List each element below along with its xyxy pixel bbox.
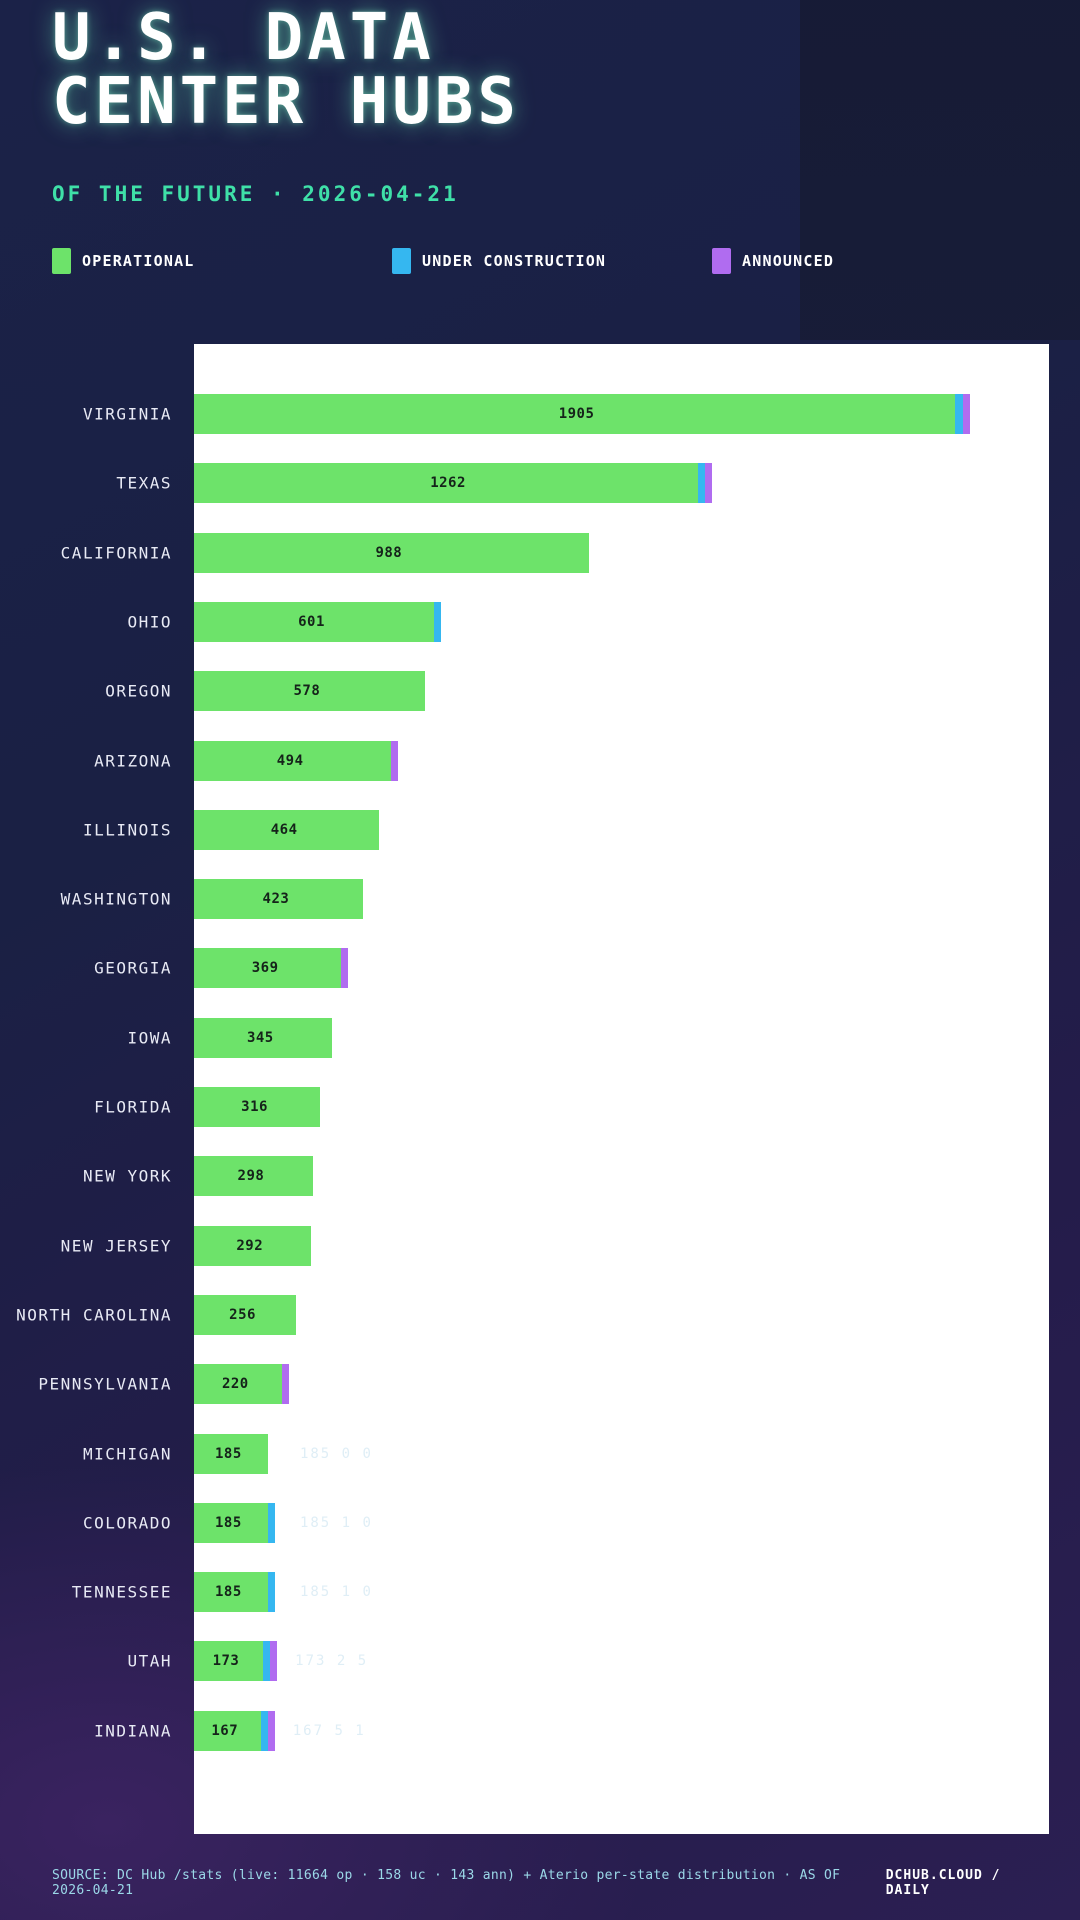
chart-bars: [16, 344, 1049, 1834]
chart-row: [127, 602, 1049, 642]
bar-trailing-label: 173 2 5: [295, 1653, 369, 1670]
y-axis-label: TENNESSEE: [71, 1582, 172, 1602]
legend-label: OPERATIONAL: [82, 252, 195, 270]
bar-trailing-label: 185 1 0: [299, 1584, 373, 1601]
chart-row: [82, 810, 1049, 850]
chart-row: [16, 1295, 1049, 1335]
bar-trailing-label: 185 0 0: [299, 1445, 373, 1462]
bar-segment-under-construction: [263, 1641, 270, 1681]
bar-value-label: 494: [276, 752, 304, 769]
bar-segment-announced: [705, 463, 712, 503]
chart-row: [60, 1226, 1049, 1266]
bar-segment-under-construction: [268, 1572, 275, 1612]
bar-segment-under-construction: [261, 1711, 268, 1751]
legend-swatch-icon: [712, 248, 731, 274]
legend-item-announced: [712, 248, 834, 274]
chart-row: [94, 1711, 1049, 1751]
chart-row: [82, 1503, 1049, 1543]
page-subtitle: OF THE FUTURE · 2026-04-21: [52, 182, 459, 206]
y-axis-label: WASHINGTON: [60, 889, 172, 909]
footer-brand: DCHUB.CLOUD / DAILY: [885, 1868, 1001, 1898]
bar-segment-under-construction: [268, 1503, 275, 1543]
y-axis-label: VIRGINIA: [82, 404, 172, 424]
bar-value-label: 173: [212, 1653, 240, 1670]
y-axis-label: NEW JERSEY: [60, 1236, 172, 1256]
legend-swatch-icon: [392, 248, 411, 274]
bar-trailing-label: 185 1 0: [299, 1514, 373, 1531]
footer-source: SOURCE: DC Hub /stats (live: 11664 op · 158 uc · 143 ann) + Aterio per-state distribution · AS OF 2026-04-21: [52, 1868, 841, 1898]
chart-row: [82, 1434, 1049, 1474]
legend-label: UNDER CONSTRUCTION: [422, 252, 607, 270]
y-axis-label: TEXAS: [116, 473, 172, 493]
y-axis-label: OREGON: [105, 681, 172, 701]
bar-value-label: 220: [221, 1376, 249, 1393]
title-line-2: CENTER HUBS: [52, 65, 520, 139]
bar-segment-announced: [963, 394, 970, 434]
bar-value-label: 256: [229, 1306, 256, 1323]
chart-row: [82, 1156, 1049, 1196]
chart-row: [71, 1572, 1049, 1612]
bar-value-label: 292: [236, 1237, 264, 1254]
chart-row: [116, 463, 1049, 503]
chart-row: [60, 533, 1049, 573]
chart-row: [94, 948, 1049, 988]
bar-segment-announced: [391, 741, 398, 781]
bar-value-label: 1905: [558, 406, 595, 422]
bar-value-label: 345: [246, 1029, 274, 1046]
chart-row: [38, 1364, 1049, 1404]
chart-row: [127, 1018, 1049, 1058]
bar-value-label: 298: [237, 1168, 265, 1185]
chart-row: [105, 671, 1049, 711]
y-axis-label: MICHIGAN: [82, 1444, 172, 1463]
header-dark-panel: [800, 0, 1080, 340]
bar-segment-under-construction: [698, 463, 705, 503]
bar-value-label: 185: [214, 1584, 242, 1601]
page-title: [52, 1, 520, 139]
legend-item-operational: [52, 248, 195, 274]
legend-label: ANNOUNCED: [742, 252, 835, 270]
bar-value-label: 185: [214, 1445, 242, 1462]
bar-segment-under-construction: [434, 602, 441, 642]
bar-value-label: 988: [375, 544, 403, 561]
chart-row: [82, 394, 1049, 434]
bar-segment-announced: [270, 1641, 277, 1681]
bar-segment-announced: [341, 948, 348, 988]
y-axis-label: NEW YORK: [82, 1166, 172, 1186]
chart-row: [94, 1087, 1049, 1127]
bar-value-label: 1262: [430, 475, 466, 492]
chart-row: [60, 879, 1049, 919]
bar-value-label: 423: [262, 891, 290, 908]
bar-value-label: 316: [241, 1099, 268, 1115]
footer: [52, 1868, 1042, 1898]
y-axis-label: ARIZONA: [94, 751, 172, 770]
y-axis-label: IOWA: [127, 1028, 172, 1048]
bar-value-label: 601: [298, 613, 325, 630]
chart-legend: [52, 248, 952, 278]
y-axis-label: UTAH: [127, 1651, 172, 1671]
chart-row: [127, 1641, 1049, 1681]
title-line-1: U.S. DATA: [52, 1, 435, 75]
y-axis-label: COLORADO: [82, 1513, 172, 1533]
bar-value-label: 167: [211, 1722, 239, 1739]
legend-swatch-icon: [52, 248, 71, 274]
y-axis-label: FLORIDA: [94, 1097, 172, 1117]
y-axis-label: PENNSYLVANIA: [38, 1374, 172, 1394]
chart-row: [94, 741, 1049, 781]
legend-item-under-construction: [392, 248, 606, 274]
y-axis-label: INDIANA: [94, 1721, 172, 1741]
bar-segment-under-construction: [955, 394, 962, 434]
bar-value-label: 578: [293, 683, 321, 700]
y-axis-label: CALIFORNIA: [60, 543, 172, 563]
bar-value-label: 185: [214, 1514, 242, 1531]
y-axis-label: OHIO: [127, 612, 172, 632]
bar-trailing-label: 167 5 1: [292, 1722, 366, 1739]
y-axis-label: ILLINOIS: [82, 820, 172, 840]
bar-value-label: 464: [270, 821, 298, 838]
bar-value-label: 369: [251, 960, 279, 977]
bar-segment-announced: [282, 1364, 289, 1404]
y-axis-label: NORTH CAROLINA: [16, 1305, 172, 1325]
y-axis-label: GEORGIA: [94, 958, 172, 978]
bar-segment-announced: [268, 1711, 275, 1751]
